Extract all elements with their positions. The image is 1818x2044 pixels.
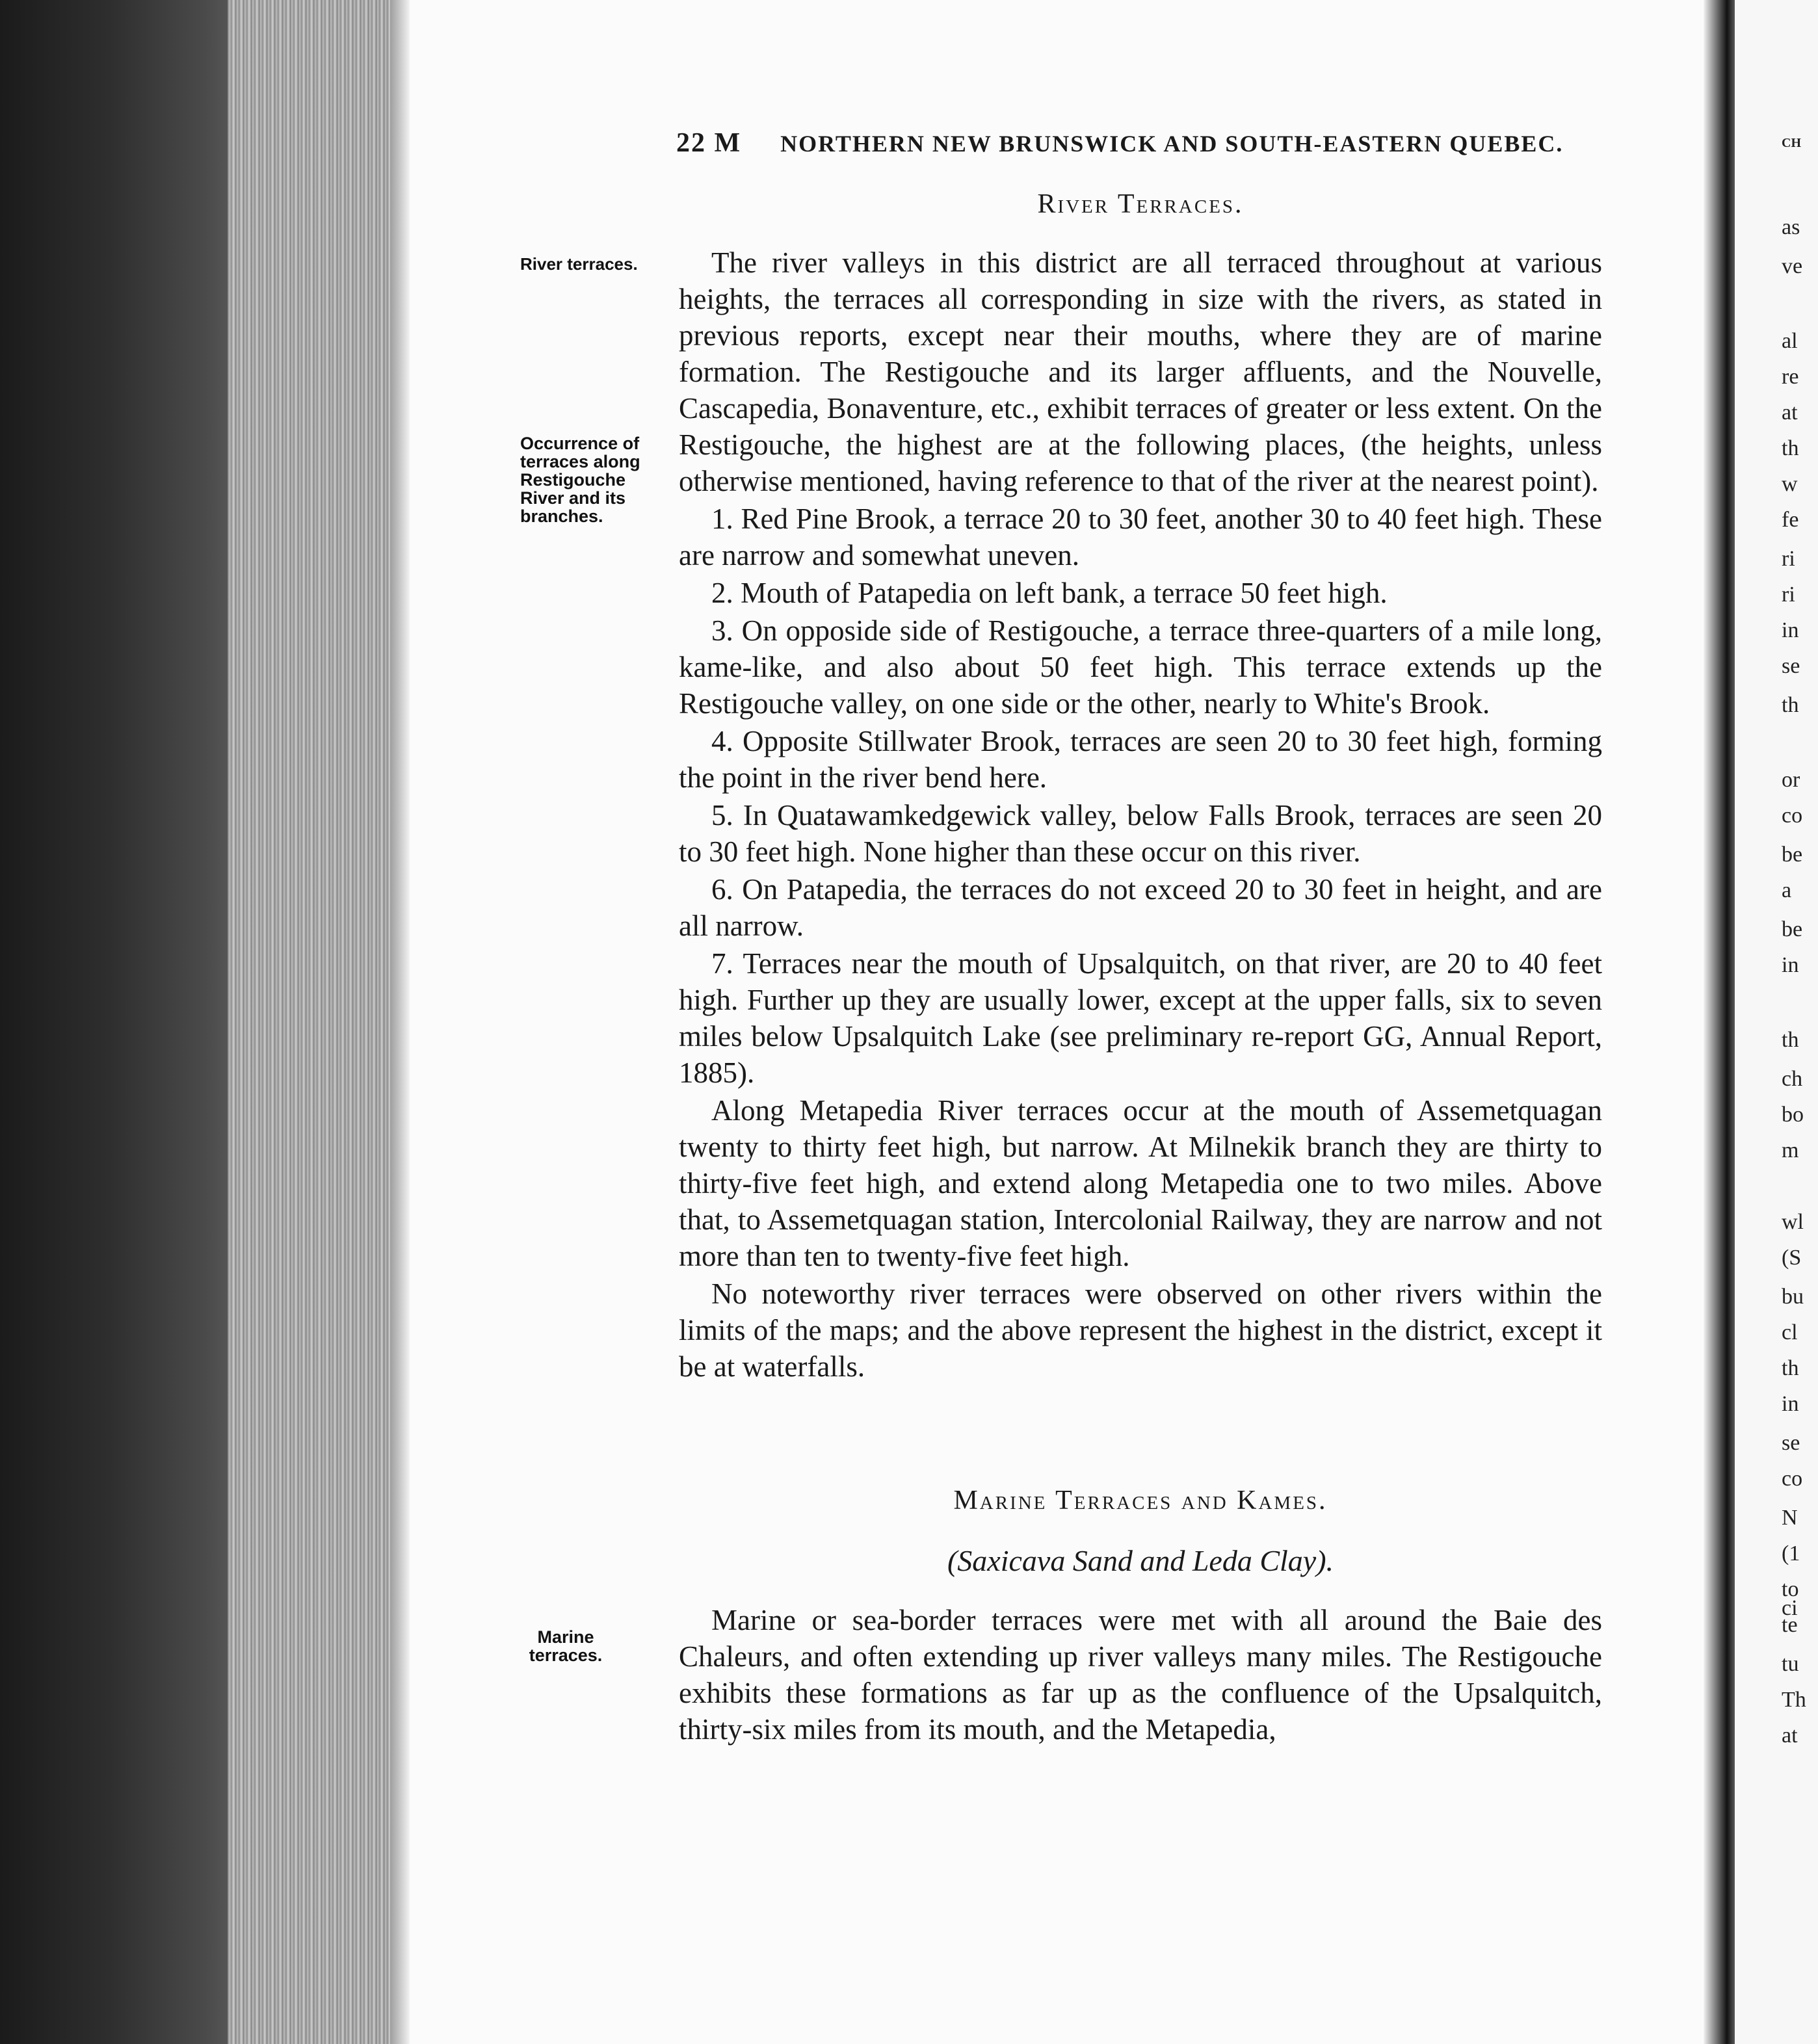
next-page-fragment: ri — [1782, 583, 1795, 607]
section-heading-river-terraces: River Terraces. — [1037, 189, 1244, 219]
next-page-fragment: ci — [1782, 1596, 1798, 1620]
next-page-fragment: th — [1782, 1028, 1799, 1052]
next-page-fragment: bu — [1782, 1285, 1804, 1309]
section-heading-marine-terraces: Marine Terraces and Kames. — [953, 1486, 1328, 1515]
next-page-fragment: in — [1782, 1392, 1799, 1416]
paragraph: 2. Mouth of Patapedia on left bank, a terrace 50 feet high. — [711, 577, 1388, 609]
paragraph: 1. Red Pine Brook, a terrace 20 to 30 feet, another 30 to 40 feet high. These are narrow and somewhat uneven. — [679, 503, 1602, 571]
page-number: 22 M — [676, 128, 742, 158]
section-subheading: (Saxicava Sand and Leda Clay). — [947, 1544, 1334, 1577]
next-page-fragment: ch — [1782, 1067, 1803, 1091]
page-shadow — [390, 0, 410, 2044]
next-page-fragment: (S — [1782, 1246, 1802, 1270]
next-page-fragment: cl — [1782, 1320, 1798, 1344]
margin-note-marine-terraces: Marine terraces. — [529, 1627, 603, 1665]
next-page-fragment: al — [1782, 329, 1798, 353]
gutter — [1704, 0, 1735, 2044]
next-page-fragment: at — [1782, 400, 1798, 425]
next-page-fragment: th — [1782, 693, 1799, 717]
paragraph: 5. In Quatawamkedgewick valley, below Falls Brook, terraces are seen 20 to 30 feet high. None higher than these occur on this river. — [679, 799, 1602, 868]
next-page-fragment: th — [1782, 1356, 1799, 1380]
margin-note-river-terraces: River terraces. — [520, 254, 638, 274]
next-page-fragment: bo — [1782, 1103, 1804, 1127]
paragraph: No noteworthy river terraces were observed on other rivers within the limits of the maps; and the above represent the highest in the district, except it be at waterfalls. — [679, 1278, 1602, 1383]
next-page-fragment: co — [1782, 1467, 1803, 1491]
next-page-fragment: to — [1782, 1577, 1799, 1601]
paragraph: The river valleys in this district are all terraced throughout at various heights, the terraces all corresponding in size with the rivers, as stated in previous reports, except near their mouths, where they are of marine formation. The Restigouche and its larger affluents, and the Nouvelle, Cascapedia, Bonaventure, etc., exhibit terraces of greater or less extent. On the Restigouche, the highest are at the following places, (the heights, unless otherwise mentioned, having reference to that of the river at the nearest point). — [679, 246, 1602, 497]
paragraph: 6. On Patapedia, the terraces do not exceed 20 to 30 feet in height, and are all narrow. — [679, 873, 1602, 942]
paragraph: Marine or sea-border terraces were met with all around the Baie des Chaleurs, and often extending up river valleys many miles. The Restigouche exhibits these formations as far up as the confluence of the Upsalquitch, thirty-six miles from its mouth, and the Metapedia, — [679, 1604, 1602, 1746]
next-page-fragment: CH — [1782, 136, 1801, 150]
paragraph: Along Metapedia River terraces occur at the mouth of Assemetquagan twenty to thirty feet high, but narrow. At Milnekik branch they are thirty to thirty-five feet high, and extend along Metapedia one to two miles. Above that, to Assemetquagan station, Intercolonial Railway, they are narrow and not more than ten to twenty-five feet high. — [679, 1094, 1602, 1272]
next-page-fragment: ve — [1782, 254, 1803, 278]
next-page-fragment: wl — [1782, 1210, 1804, 1234]
next-page-fragment: be — [1782, 917, 1803, 941]
page-edges — [228, 0, 410, 2044]
next-page-fragment: fe — [1782, 508, 1799, 532]
next-page-fragment: m — [1782, 1138, 1799, 1162]
running-title: NORTHERN NEW BRUNSWICK AND SOUTH-EASTERN QUEBEC. — [780, 131, 1564, 157]
next-page-fragment: w — [1782, 472, 1798, 496]
next-page-fragment: Th — [1782, 1688, 1806, 1712]
next-page-fragment: tu — [1782, 1652, 1799, 1676]
next-page-fragment: in — [1782, 618, 1799, 642]
next-page-fragment: se — [1782, 1431, 1800, 1455]
margin-note-occurrence: Occurrence of terraces along Restigouche River and its branches. — [520, 434, 640, 526]
next-page-fragment: (1 — [1782, 1541, 1800, 1566]
next-page-fragment: co — [1782, 804, 1803, 828]
next-page-fragment: in — [1782, 953, 1799, 977]
next-page-fragment: N — [1782, 1506, 1798, 1530]
next-page-fragment: a — [1782, 878, 1792, 902]
paragraph: 4. Opposite Stillwater Brook, terraces are seen 20 to 30 feet high, forming the point in the river bend here. — [679, 725, 1602, 794]
next-page-fragment: at — [1782, 1723, 1798, 1748]
next-page-fragment: be — [1782, 843, 1803, 867]
paragraph: 7. Terraces near the mouth of Upsalquitch, on that river, are 20 to 40 feet high. Further up they are usually lower, except at the upper falls, six to seven miles below Upsalquitch Lake (see preliminary re-report GG, Annual Report, 1885). — [679, 947, 1602, 1089]
paragraph: 3. On opposide side of Restigouche, a terrace three-quarters of a mile long, kame-like, and also about 50 feet high. This terrace extends up the Restigouche valley, on one side or the other, nearly to White's Brook. — [679, 614, 1602, 720]
next-page-fragment: te — [1782, 1613, 1798, 1637]
next-page-fragment: or — [1782, 768, 1800, 792]
river-terraces-text — [679, 244, 1602, 1386]
running-head — [676, 127, 1563, 159]
next-page-fragment: th — [1782, 436, 1799, 460]
next-page-fragment: as — [1782, 215, 1800, 239]
next-page-fragment: re — [1782, 365, 1799, 389]
next-page-fragment: ri — [1782, 547, 1795, 571]
next-page-fragment: se — [1782, 654, 1800, 678]
next-page — [1735, 0, 1818, 2044]
marine-terraces-text — [679, 1602, 1602, 1749]
